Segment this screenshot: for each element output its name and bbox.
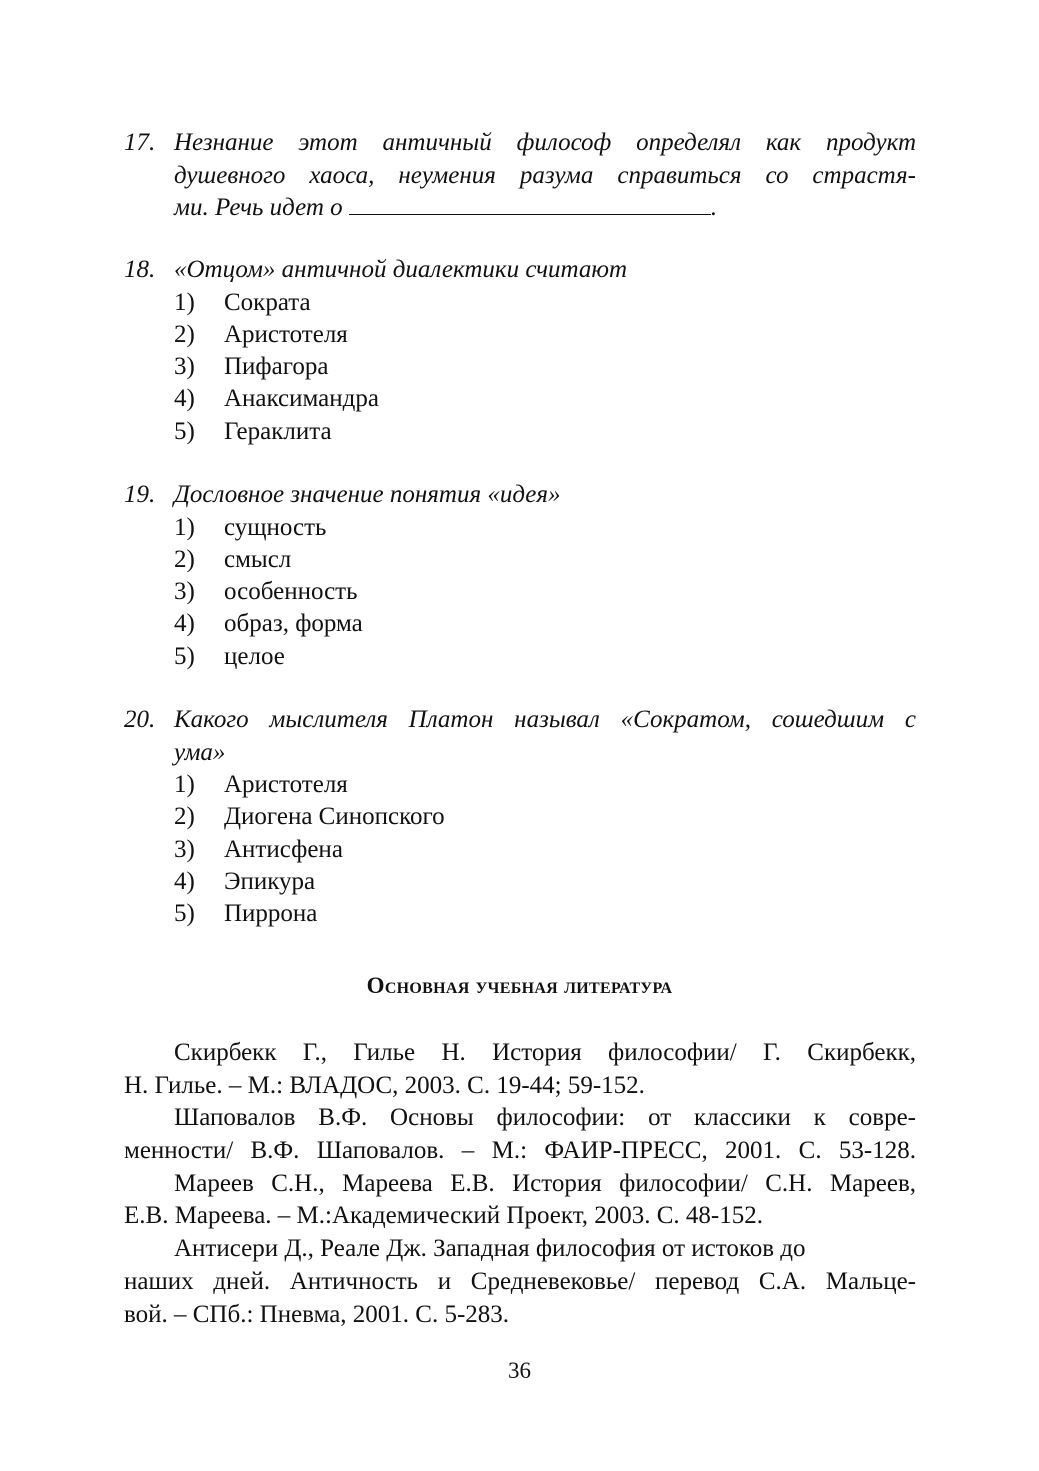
option-number: 3) xyxy=(174,353,195,381)
reference-line: Скирбекк Г., Гилье Н. История философии/ Г. Скирбекк, xyxy=(174,1039,916,1066)
option-text: смысл xyxy=(224,545,292,573)
option-text: сущность xyxy=(224,513,327,541)
question-number: 18. xyxy=(124,256,156,283)
answer-option xyxy=(124,319,916,351)
option-text: Анаксимандра xyxy=(224,385,379,413)
option-text: Гераклита xyxy=(224,417,332,445)
answer-option xyxy=(124,769,916,801)
answer-option xyxy=(124,801,916,833)
question-text-line: Какого мыслителя Платон называл «Сократом, сошедшим с xyxy=(174,706,916,733)
option-number: 4) xyxy=(174,610,195,638)
reference-line: вой. – СПб.: Пневма, 2001. С. 5-283. xyxy=(124,1300,510,1328)
answer-option xyxy=(124,544,916,576)
option-text: Диогена Синопского xyxy=(224,803,445,831)
option-number: 3) xyxy=(174,835,195,863)
reference-list xyxy=(124,1037,916,1331)
option-text: Антисфена xyxy=(224,835,343,863)
answer-option xyxy=(124,608,916,640)
answer-option xyxy=(124,383,916,415)
answer-option xyxy=(124,287,916,319)
question-text-fragment: ми. Речь идет о xyxy=(174,194,349,221)
question-text-line: «Отцом» античной диалектики считают xyxy=(174,256,628,283)
question-number: 19. xyxy=(124,481,156,508)
option-number: 5) xyxy=(174,417,195,445)
answer-option xyxy=(124,512,916,544)
reference-line: менности/ В.Ф. Шаповалов. – М.: ФАИР-ПРЕСС, 2001. С. 53-128. xyxy=(124,1137,916,1165)
answer-option xyxy=(124,416,916,448)
option-number: 1) xyxy=(174,513,195,541)
answer-option xyxy=(124,576,916,608)
option-number: 3) xyxy=(174,578,195,606)
question-number: 17. xyxy=(124,129,156,156)
option-number: 4) xyxy=(174,385,195,413)
reference-line: Е.В. Мареева. – М.:Академический Проект, 2003. С. 48-152. xyxy=(124,1202,764,1230)
option-text: особенность xyxy=(224,578,358,606)
question-text-line: Дословное значение понятия «идея» xyxy=(174,481,561,508)
question-17 xyxy=(124,127,916,225)
question-text-line: душевного хаоса, неумения разума справиться со страстя- xyxy=(174,161,916,189)
reference-line: Антисери Д., Реале Дж. Западная философия от истоков до xyxy=(174,1235,806,1263)
answer-option xyxy=(124,641,916,673)
option-text: образ, форма xyxy=(224,610,363,638)
option-text: Эпикура xyxy=(224,867,316,895)
reference-line: Н. Гилье. – М.: ВЛАДОС, 2003. С. 19-44; 59-152. xyxy=(124,1071,645,1099)
option-text: Пиррона xyxy=(224,900,318,928)
reference-line: Мареев С.Н., Мареева Е.В. История философии/ С.Н. Мареев, xyxy=(174,1169,916,1197)
question-text-line xyxy=(174,192,916,225)
option-number: 2) xyxy=(174,803,195,831)
option-number: 2) xyxy=(174,320,195,348)
option-text: Аристотеля xyxy=(224,320,348,348)
option-text: Аристотеля xyxy=(224,771,348,798)
option-number: 4) xyxy=(174,867,195,895)
question-number: 20. xyxy=(124,706,156,733)
option-number: 2) xyxy=(174,545,195,573)
option-number: 5) xyxy=(174,642,195,670)
question-20 xyxy=(124,704,916,930)
blank-end-punct: . xyxy=(710,194,718,221)
question-text-line: Незнание этот античный философ определял как продукт xyxy=(174,129,916,156)
answer-option xyxy=(124,866,916,898)
answer-option xyxy=(124,898,916,930)
question-text-line: ума» xyxy=(174,738,226,766)
section-heading: Основная учебная литература xyxy=(366,973,673,998)
answer-blank xyxy=(349,194,711,215)
option-number: 5) xyxy=(174,900,195,928)
reference-line: наших дней. Античность и Средневековье/ перевод С.А. Мальце- xyxy=(124,1267,916,1295)
option-number: 1) xyxy=(174,288,195,316)
option-text: целое xyxy=(224,642,285,670)
answer-option xyxy=(124,351,916,383)
reference-line: Шаповалов В.Ф. Основы философии: от классики к совре- xyxy=(174,1104,916,1132)
question-19 xyxy=(124,479,916,673)
page-number: 36 xyxy=(508,1358,531,1383)
answer-option xyxy=(124,834,916,866)
option-text: Сократа xyxy=(224,288,311,316)
option-number: 1) xyxy=(174,771,195,798)
option-text: Пифагора xyxy=(224,353,329,381)
question-18 xyxy=(124,254,916,448)
